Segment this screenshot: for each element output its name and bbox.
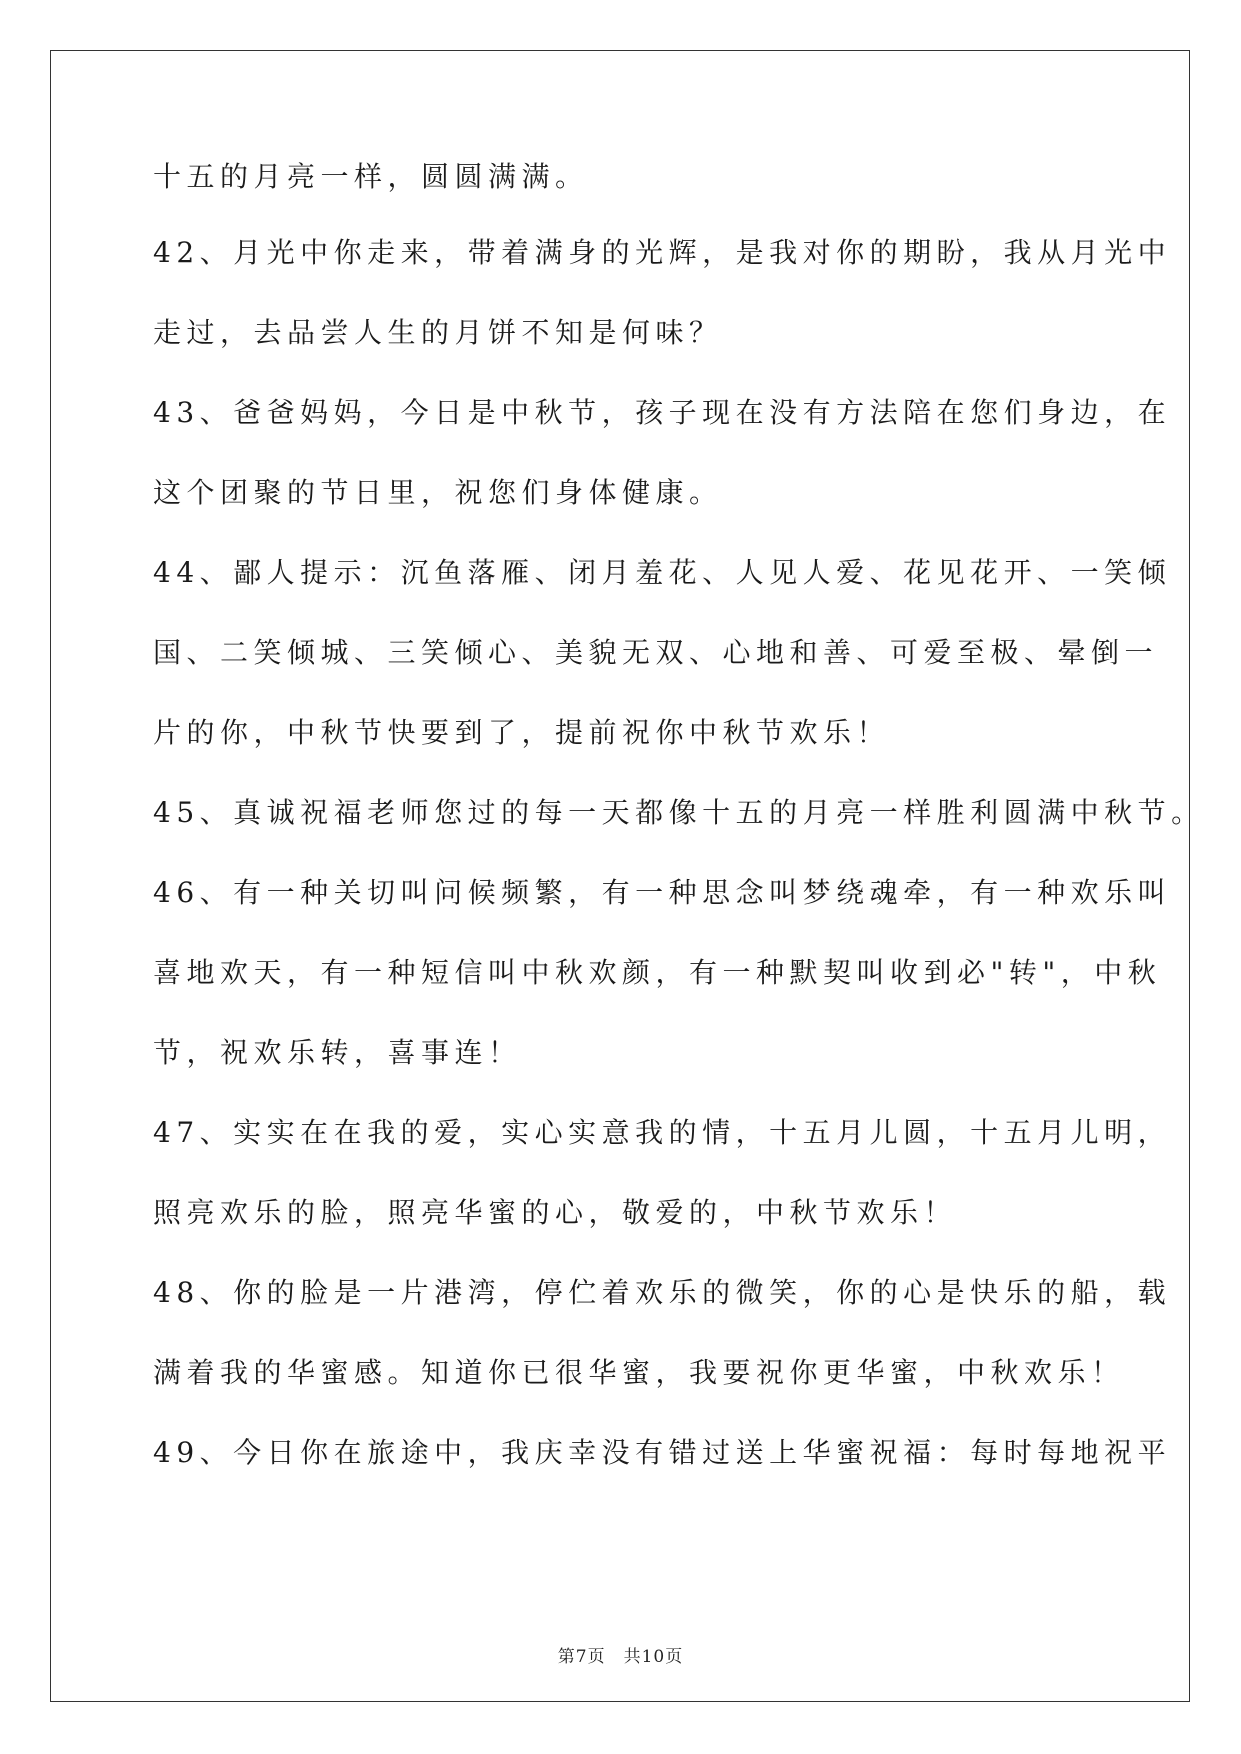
text-line: 走过，去品尝人生的月饼不知是何味？ — [153, 316, 723, 349]
page-footer — [0, 1642, 1241, 1667]
page-total: 共10页 — [623, 1647, 684, 1667]
text-line: 46、有一种关切叫问候频繁，有一种思念叫梦绕魂牵，有一种欢乐叫 — [153, 876, 1172, 909]
text-line: 片的你，中秋节快要到了，提前祝你中秋节欢乐！ — [153, 716, 891, 749]
text-line: 十五的月亮一样，圆圆满满。 — [153, 160, 589, 193]
text-line: 48、你的脸是一片港湾，停伫着欢乐的微笑，你的心是快乐的船，载 — [153, 1276, 1172, 1309]
text-line: 照亮欢乐的脸，照亮华蜜的心，敬爱的，中秋节欢乐！ — [153, 1196, 958, 1229]
text-line: 国、二笑倾城、三笑倾心、美貌无双、心地和善、可爱至极、晕倒一 — [153, 636, 1159, 669]
text-line: 45、真诚祝福老师您过的每一天都像十五的月亮一样胜利圆满中秋节。 — [153, 796, 1205, 829]
text-line: 47、实实在在我的爱，实心实意我的情，十五月儿圆，十五月儿明， — [153, 1116, 1172, 1149]
text-line: 49、今日你在旅途中，我庆幸没有错过送上华蜜祝福：每时每地祝平 — [153, 1436, 1172, 1469]
text-line: 这个团聚的节日里，祝您们身体健康。 — [153, 476, 723, 509]
text-line: 43、爸爸妈妈，今日是中秋节，孩子现在没有方法陪在您们身边，在 — [153, 396, 1172, 429]
text-line: 42、月光中你走来，带着满身的光辉，是我对你的期盼，我从月光中 — [153, 236, 1172, 269]
text-line: 44、鄙人提示：沉鱼落雁、闭月羞花、人见人爱、花见花开、一笑倾 — [153, 556, 1172, 589]
text-line: 喜地欢天，有一种短信叫中秋欢颜，有一种默契叫收到必"转"，中秋 — [153, 956, 1162, 989]
text-line: 满着我的华蜜感。知道你已很华蜜，我要祝你更华蜜，中秋欢乐！ — [153, 1356, 1125, 1389]
text-line: 节，祝欢乐转，喜事连！ — [153, 1036, 522, 1069]
page-number: 第7页 — [557, 1647, 606, 1667]
